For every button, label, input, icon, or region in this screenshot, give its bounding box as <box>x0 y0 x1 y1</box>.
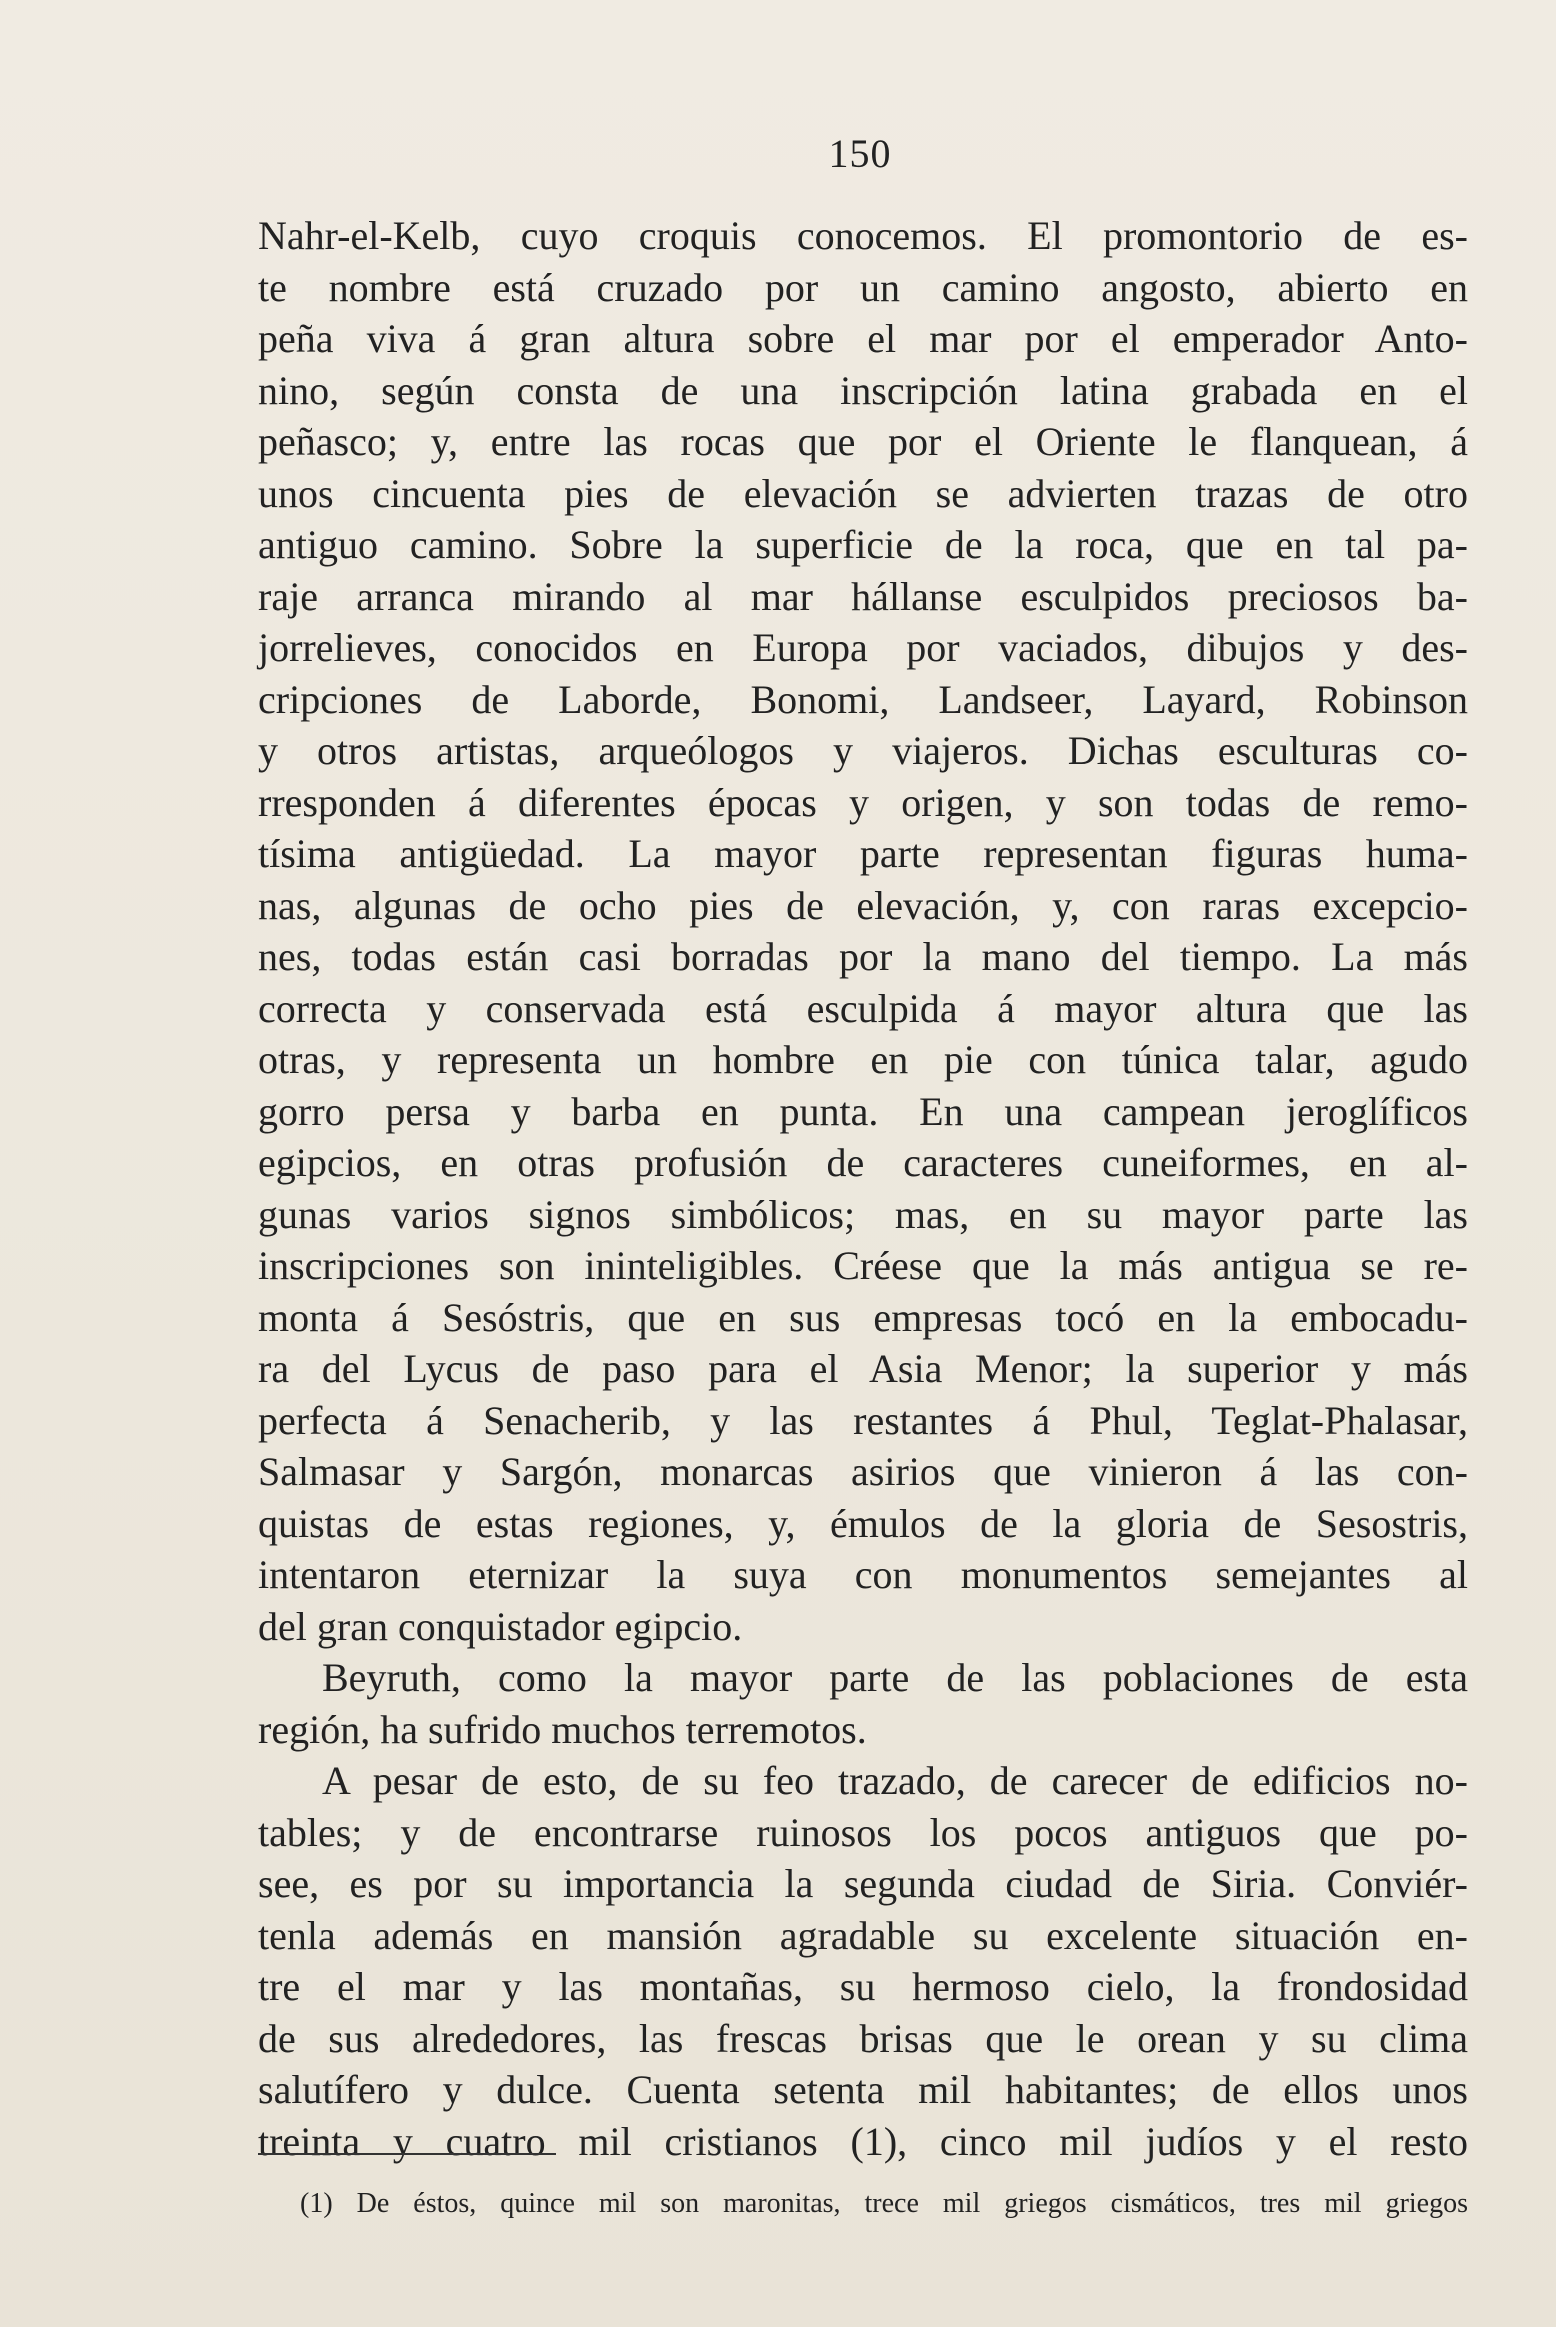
text-line: te nombre está cruzado por un camino angosto, abierto en <box>258 264 1468 310</box>
text-line: tables; y de encontrarse ruinosos los pocos antiguos que po- <box>258 1809 1468 1855</box>
text-line: gunas varios signos simbólicos; mas, en su mayor parte las <box>258 1191 1468 1237</box>
body-text <box>258 210 1468 2167</box>
text-line: rresponden á diferentes épocas y origen, y son todas de remo- <box>258 779 1468 825</box>
text-line: ra del Lycus de paso para el Asia Menor; la superior y más <box>258 1346 1468 1391</box>
text-line: salutífero y dulce. Cuenta setenta mil habitantes; de ellos unos <box>258 2067 1468 2112</box>
text-line: gorro persa y barba en punta. En una campean jeroglíficos <box>258 1088 1468 1134</box>
text-line: monta á Sesóstris, que en sus empresas tocó en la embocadu- <box>258 1294 1468 1340</box>
text-line: raje arranca mirando al mar hállanse esculpidos preciosos ba- <box>258 573 1468 619</box>
text-line: peña viva á gran altura sobre el mar por el emperador Anto- <box>258 316 1468 361</box>
text-line: y otros artistas, arqueólogos y viajeros. Dichas esculturas co- <box>258 728 1468 773</box>
text-line: quistas de estas regiones, y, émulos de la gloria de Sesostris, <box>258 1500 1468 1546</box>
text-line: de sus alrededores, las frescas brisas que le orean y su clima <box>258 2015 1468 2061</box>
text-line: Beyruth, como la mayor parte de las poblaciones de esta <box>322 1655 1468 1700</box>
text-line: nes, todas están casi borradas por la mano del tiempo. La más <box>258 934 1468 979</box>
text-line: unos cincuenta pies de elevación se advierten trazas de otro <box>258 470 1468 516</box>
page-number: 150 <box>828 131 892 176</box>
text-line: peñasco; y, entre las rocas que por el Oriente le flanquean, á <box>258 419 1468 464</box>
text-line: jorrelieves, conocidos en Europa por vaciados, dibujos y des- <box>258 625 1468 670</box>
text-line: nas, algunas de ocho pies de elevación, y, con raras excepcio- <box>258 882 1468 928</box>
text-line: perfecta á Senacherib, y las restantes á Phul, Teglat-Phalasar, <box>258 1397 1468 1443</box>
text-line: see, es por su importancia la segunda ciudad de Siria. Conviér- <box>258 1861 1468 1906</box>
text-line: cripciones de Laborde, Bonomi, Landseer, Layard, Robinson <box>258 676 1468 722</box>
text-line: Salmasar y Sargón, monarcas asirios que vinieron á las con- <box>258 1449 1468 1494</box>
text-line: nino, según consta de una inscripción latina grabada en el <box>258 367 1468 413</box>
text-line: región, ha sufrido muchos terremotos. <box>258 1706 867 1752</box>
text-line: correcta y conservada está esculpida á mayor altura que las <box>258 985 1468 1031</box>
text-line: tenla además en mansión agradable su excelente situación en- <box>258 1912 1468 1958</box>
footnote-divider <box>258 2153 556 2155</box>
text-line: antiguo camino. Sobre la superficie de la roca, que en tal pa- <box>258 522 1468 567</box>
text-line: tísima antigüedad. La mayor parte representan figuras huma- <box>258 831 1468 876</box>
text-line: egipcios, en otras profusión de caracteres cuneiformes, en al- <box>258 1140 1468 1185</box>
text-line: del gran conquistador egipcio. <box>258 1603 743 1649</box>
text-line: intentaron eternizar la suya con monumentos semejantes al <box>258 1552 1468 1597</box>
text-line: inscripciones son ininteligibles. Créese que la más antigua se re- <box>258 1243 1468 1288</box>
text-line: Nahr-el-Kelb, cuyo croquis conocemos. El promontorio de es- <box>258 213 1468 258</box>
text-line: A pesar de esto, de su feo trazado, de carecer de edificios no- <box>322 1758 1468 1803</box>
text-line: otras, y representa un hombre en pie con túnica talar, agudo <box>258 1037 1468 1082</box>
text-line: tre el mar y las montañas, su hermoso cielo, la frondosidad <box>258 1964 1468 2009</box>
footnote: (1) De éstos, quince mil son maronitas, trece mil griegos cismáticos, tres mil griegos <box>300 2188 1468 2219</box>
text-line: treinta y cuatro mil cristianos (1), cinco mil judíos y el resto <box>258 2118 1468 2164</box>
